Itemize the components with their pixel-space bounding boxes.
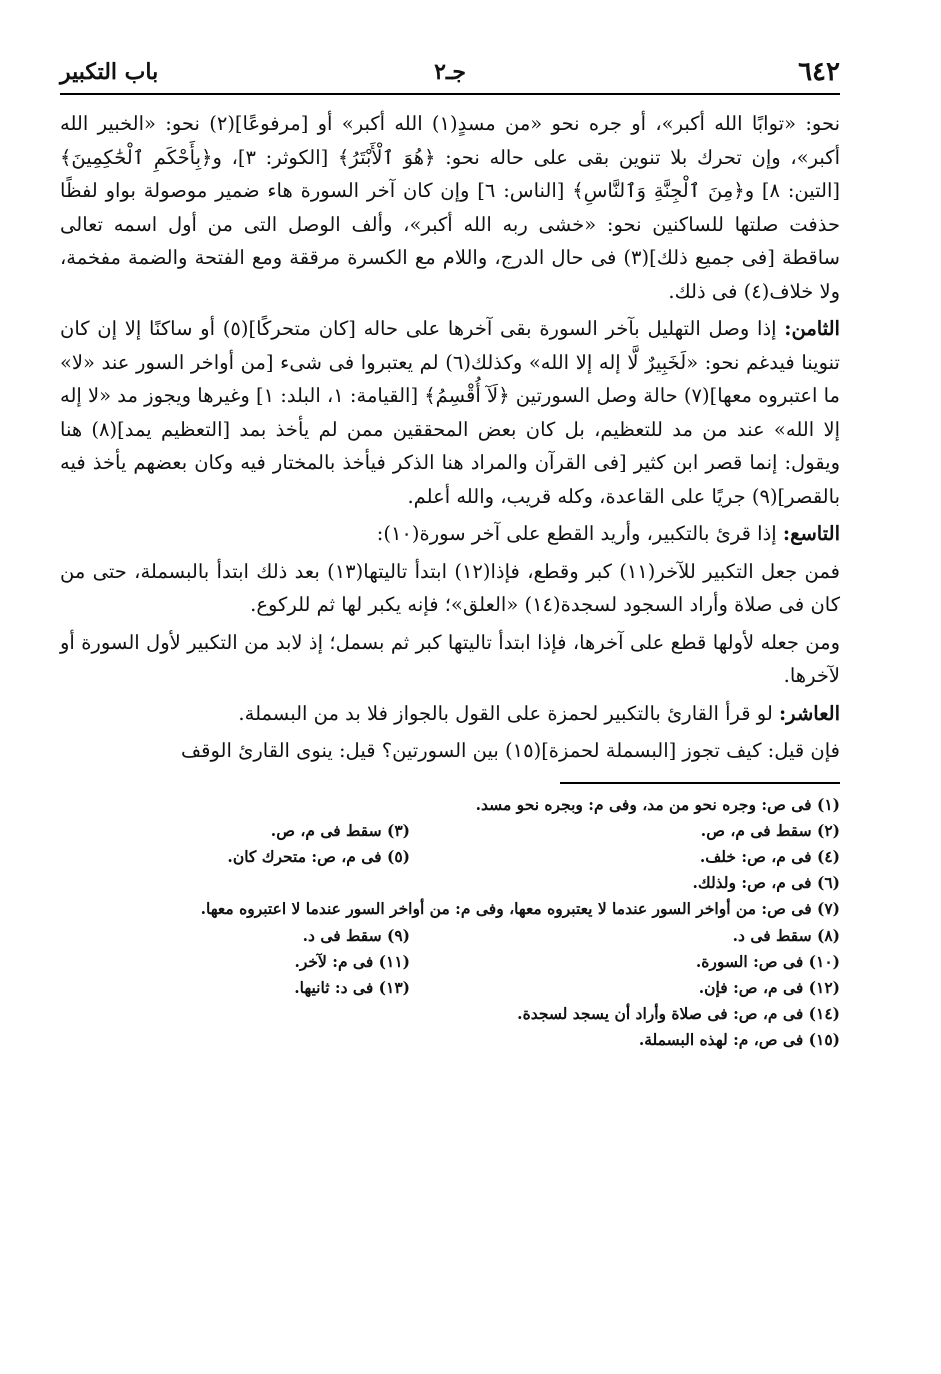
page-number: ٦٤٢ xyxy=(798,57,840,87)
section-lead: العاشر: xyxy=(778,701,840,725)
paragraph-text: فمن جعل التكبير للآخر(١١) كبر وقطع، فإذا(١٢) ابتدأ تاليتها(١٣) بعد ذلك ابتدأ بالبسملة، حتى من كان فى صلاة وأراد السجود لسجدة(١٤) «العلق»؛ فإنه يكبر لها ثم للركوع. xyxy=(60,559,840,616)
footnote: (١) فى ص: وجره نحو من مد، وفى م: وبجره نحو مسد. xyxy=(475,794,840,814)
volume-label: جـ٢ xyxy=(434,59,466,85)
paragraph-text: نحو: «توابًا الله أكبر»، أو جره نحو «من مسدٍ(١) الله أكبر» أو [مرفوعًا](٢) نحو: «الخبير الله أكبر»، وإن تحرك بلا تنوين بقى على حاله نحو: ﴿هُوَ ٱلْأَبْتَرُ﴾ [الكوثر: ٣]، و﴿بِأَحْكَمِ ٱلْحَٰكِمِينَ﴾ [التين: ٨] و﴿مِنَ ٱلْجِنَّةِ وَٱلنَّاسِ﴾ [الناس: ٦] وإن كان آخر السورة هاء ضمير موصولة بواو لفظًا حذفت صلتها للساكنين نحو: «خشى ربه الله أكبر»، وألف الوصل التى من أول اسمه تعالى ساقطة [فى جميع ذلك](٣) فى حال الدرج، واللام مع الكسرة مرققة ومع الفتحة والضمة مفخمة، ولا خلاف(٤) فى ذلك. xyxy=(60,112,841,303)
book-page xyxy=(60,55,840,1054)
paragraph xyxy=(60,107,840,308)
paragraph-text: فإن قيل: كيف تجوز [البسملة لحمزة](١٥) بين السورتين؟ قيل: ينوى القارئ الوقف xyxy=(180,739,840,762)
paragraph xyxy=(60,555,840,622)
paragraph-text: ومن جعله لأولها قطع على آخرها، فإذا ابتدأ تاليتها كبر ثم بسمل؛ إذ لابد من التكبير لأول السورة أو لآخرها. xyxy=(60,630,840,687)
footnote: (١٤) فى م، ص: فى صلاة وأراد أن يسجد لسجدة. xyxy=(517,1004,840,1024)
section-lead: الثامن: xyxy=(784,317,840,340)
footnote: (٢) سقط فى م، ص. xyxy=(700,820,840,840)
footnote: (٧) فى ص: من أواخر السور عندما لا يعتبروه معها، وفى م: من أواخر السور عندما لا اعتبروه معها. xyxy=(200,899,840,919)
footnote: (٥) فى م، ص: متحرك كان. xyxy=(227,846,410,866)
footnote: (٤) فى م، ص: خلف. xyxy=(699,846,840,866)
footnote: (٦) فى م، ص: ولذلك. xyxy=(692,873,840,893)
section-lead: التاسع: xyxy=(782,522,840,545)
footnote: (٨) سقط فى د. xyxy=(732,925,840,945)
paragraph-text: إذا وصل التهليل بآخر السورة بقى آخرها على حاله [كان متحركًا](٥) أو ساكنًا إلا إن كان تنوينا فيدغم نحو: «لَخَبِيرٌ لَّا إله إلا الله» وكذلك(٦) لم يعتبروا فى شىء [من أواخر السور عند «لا» ما اعتبروه معها](٧) حالة وصل السورتين ﴿لَآ أُقْسِمُ﴾ [القيامة: ١، البلد: ١] وغيرها ويجوز مد «لا إله إلا الله» عند من مد للتعظيم، بل كان بعض المحققين ممن لم يأخذ بمد [التعظيم يمد](٨) هنا ويقول: إنما قصر ابن كثير [فى القرآن والمراد هنا الذكر فيأخذ بالمختار فيه وكان بعضهم يأخذ فيه بالقصر](٩) جريًا على القاعدة، وكله قريب، والله أعلم. xyxy=(60,317,840,508)
footnote: (٣) سقط فى م، ص. xyxy=(270,820,410,840)
paragraph xyxy=(60,312,840,513)
footnote: (١٣) فى د: ثانيها. xyxy=(294,977,410,997)
footnote-separator xyxy=(560,782,840,784)
paragraph xyxy=(60,734,840,768)
footnote: (٩) سقط فى د. xyxy=(302,925,410,945)
footnote: (١٠) فى ص: السورة. xyxy=(695,951,840,971)
chapter-title: باب التكبير xyxy=(60,59,159,85)
footnote: (١٢) فى م، ص: فإن. xyxy=(698,977,840,997)
paragraph-text: لو قرأ القارئ بالتكبير لحمزة على القول بالجواز فلا بد من البسملة. xyxy=(238,701,773,725)
footnote: (١٥) فى ص، م: لهذه البسملة. xyxy=(638,1030,840,1050)
paragraph xyxy=(60,626,840,693)
running-header xyxy=(60,55,840,95)
paragraph-text: إذا قرئ بالتكبير، وأريد القطع على آخر سورة(١٠): xyxy=(376,522,777,545)
main-text xyxy=(60,107,840,768)
footnote: (١١) فى م: لآخر. xyxy=(294,951,410,971)
paragraph xyxy=(60,697,840,731)
paragraph xyxy=(60,517,840,551)
footnotes xyxy=(60,792,840,1054)
